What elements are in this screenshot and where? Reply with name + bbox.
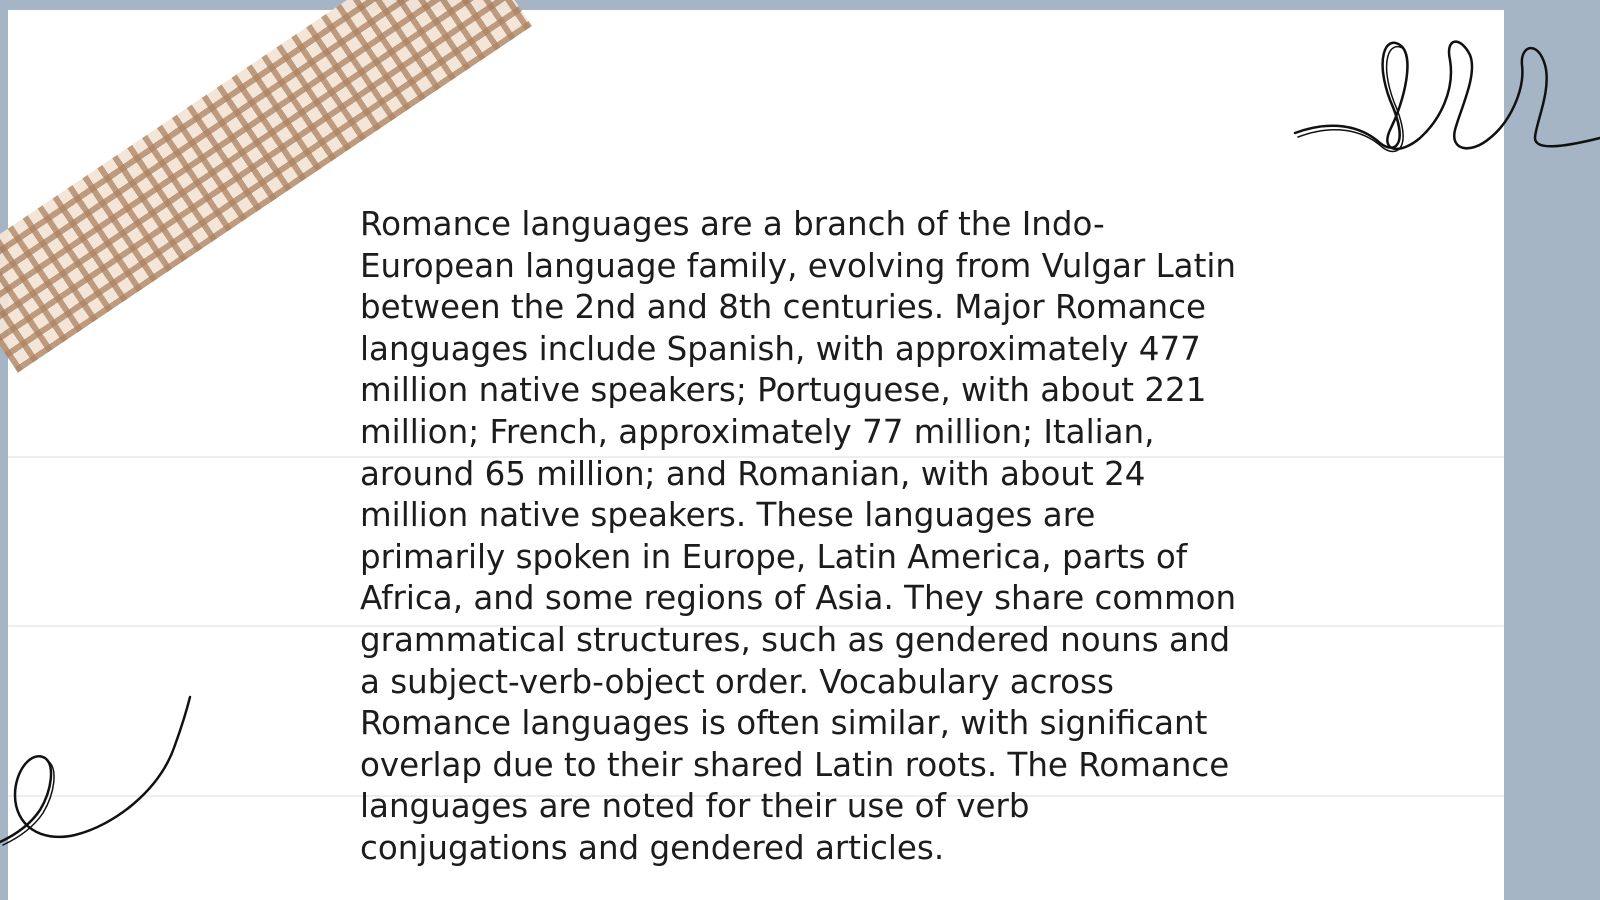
loop-squiggle-bottom-left-icon [0,695,200,855]
loop-squiggle-top-right-icon [1290,30,1600,165]
body-paragraph: Romance languages are a branch of the Indo-European language family, evolving from Vulgar Latin between the 2nd and 8th centuries. Major Romance languages include Spanish, with approximately 477 million native speakers; Portuguese, with about 221 million; French, approximately 77 million; Italian, around 65 million; and Romanian, with about 24 million native speakers. These languages are primarily spoken in Europe, Latin America, parts of Africa, and some regions of Asia. They share common grammatical structures, such as gendered nouns and a subject-verb-object order. Vocabulary across Romance languages is often similar, with significant overlap due to their shared Latin roots. The Romance languages are noted for their use of verb conjugations and gendered articles. [360,205,1237,867]
